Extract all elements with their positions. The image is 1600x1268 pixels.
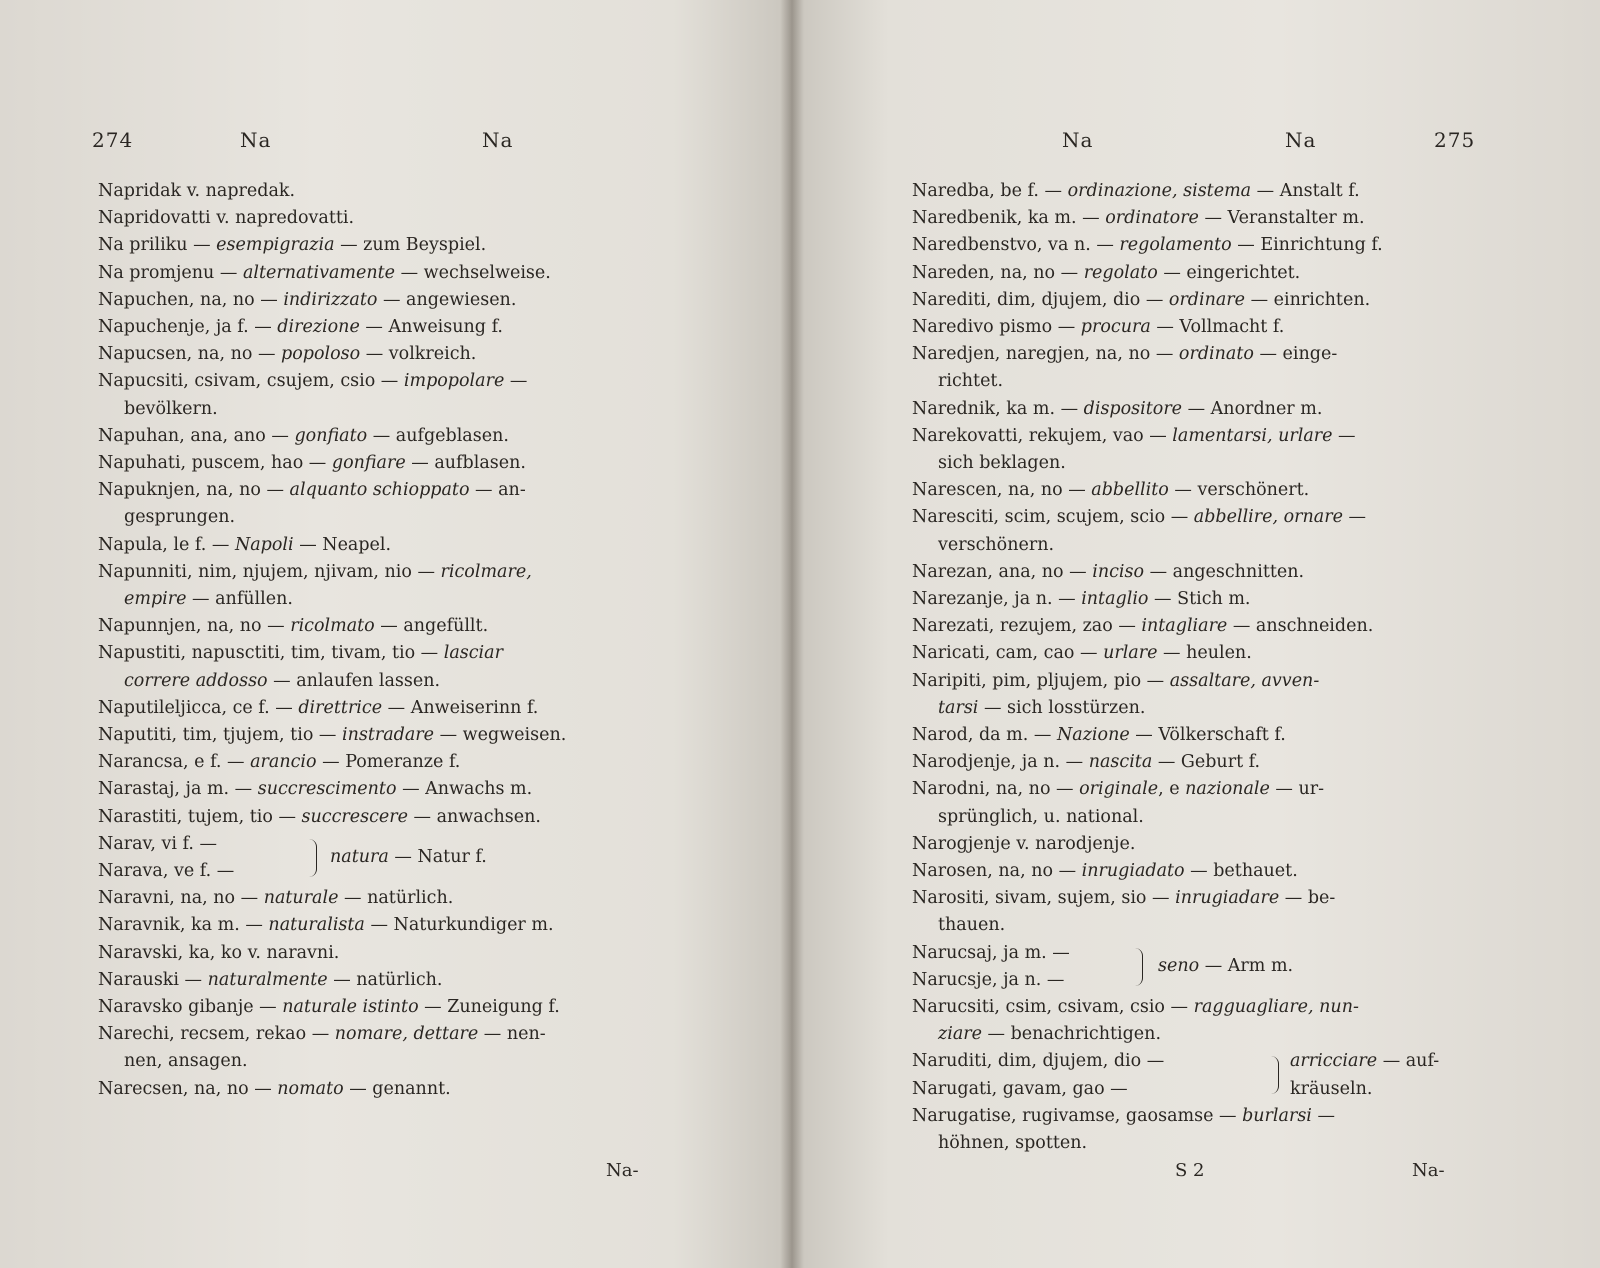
entry-headword: Narodni, na, no —: [912, 779, 1080, 800]
entry-italian: naturale istinto: [282, 997, 419, 1018]
entry-italian: regolato: [1083, 262, 1158, 283]
dictionary-entry: [98, 287, 678, 314]
entry-italian: regolamento: [1119, 235, 1232, 256]
book-gutter: [780, 0, 804, 1268]
entry-italian: gonfiato: [294, 425, 368, 446]
entry-german: — wechselweise.: [395, 262, 551, 283]
entry-italian: naturalista: [268, 915, 365, 936]
dictionary-entry: [912, 477, 1492, 504]
entry-headword: Naravsko gibanje —: [98, 997, 283, 1018]
entry-italian: ordinazione, sistema: [1067, 181, 1252, 201]
entry-headword: Naravni, na, no —: [98, 888, 264, 909]
entry-italian: ragguagliare, nun-: [1193, 997, 1359, 1018]
dictionary-entry: [98, 205, 678, 232]
entry-italian: ordinare: [1168, 289, 1246, 310]
entry-german: — aufgeblasen.: [367, 425, 509, 446]
entry-italian: ricolmato: [290, 616, 375, 637]
dictionary-entry: [98, 260, 678, 287]
dictionary-entry: [98, 559, 678, 613]
entry-headword: Narositi, sivam, sujem, sio —: [912, 888, 1176, 909]
entry-italian: arricciare: [1290, 1051, 1378, 1072]
entry-german: — Geburt f.: [1152, 752, 1261, 773]
entry-italian: ordinato: [1178, 344, 1254, 365]
entry-headword: Narauski —: [98, 969, 208, 990]
catchword: Na-: [1412, 1160, 1445, 1181]
entry-german: — auf-: [1377, 1051, 1440, 1072]
entry-headword: Naricati, cam, cao —: [912, 643, 1104, 664]
entry-headword: Narancsa, e f. —: [98, 752, 251, 773]
entry-continuation: kräuseln.: [1290, 1078, 1373, 1099]
pair-row: Naruditi, dim, djujem, dio —: [912, 1051, 1165, 1072]
entry-headword: Naputileljicca, ce f. —: [98, 697, 299, 718]
dictionary-entry: [912, 722, 1492, 749]
entry-headword: Napuchenje, ja f. —: [98, 317, 278, 338]
entry-german: — Naturkundiger m.: [364, 915, 554, 936]
entry-german: — sich losstürzen.: [978, 697, 1146, 718]
entry-headword: Narod, da m. —: [912, 725, 1057, 746]
dictionary-entry: [98, 477, 678, 531]
head-left: Na: [1062, 128, 1094, 152]
left-entries: [98, 178, 678, 1103]
entry-italian: burlarsi: [1242, 1105, 1312, 1126]
entry-italian: instradare: [341, 725, 435, 746]
dictionary-entry: [912, 586, 1492, 613]
entry-german: , e: [1158, 779, 1186, 800]
entry-headword: Naripiti, pim, pljujem, pio —: [912, 670, 1170, 691]
dictionary-entry: [912, 205, 1492, 232]
dictionary-entry: [98, 1021, 678, 1075]
pair-shared-translation: [330, 844, 487, 871]
pair-row: Narugati, gavam, gao —: [912, 1078, 1128, 1099]
entry-german: — anlaufen lassen.: [267, 670, 441, 691]
entry-german: — Völkerschaft f.: [1129, 725, 1286, 746]
entry-italian: procura: [1080, 317, 1151, 338]
entry-italian: seno: [1158, 956, 1200, 977]
pair-row: Narav, vi f. —: [98, 833, 218, 854]
entry-german: — Anweiserinn f.: [382, 697, 539, 718]
entry-headword: Napucsiti, csivam, csujem, csio —: [98, 371, 404, 392]
head-right: Na: [1285, 128, 1317, 152]
entry-italian: correre addosso: [124, 670, 268, 691]
dictionary-entry: [98, 532, 678, 559]
entry-headword: Naputiti, tim, tjujem, tio —: [98, 725, 342, 746]
entry-headword: Narechi, recsem, rekao —: [98, 1024, 335, 1045]
dictionary-entry: [912, 559, 1492, 586]
entry-german: — nen-: [478, 1024, 546, 1045]
entry-headword: Napuhati, puscem, hao —: [98, 453, 332, 474]
entry-headword: Narednik, ka m. —: [912, 398, 1084, 419]
entry-italian: direzione: [277, 317, 360, 338]
dictionary-entry: [912, 423, 1492, 477]
dictionary-entry: [98, 776, 678, 803]
entry-italian: nomato: [277, 1078, 344, 1099]
entry-headword: Napustiti, napusctiti, tim, tivam, tio —: [98, 643, 444, 664]
entry-headword: Narucsiti, csim, csivam, csio —: [912, 997, 1194, 1018]
pair-shared-translation: [1158, 953, 1293, 980]
entry-german: —: [1332, 425, 1356, 446]
entry-italian: inrugiadato: [1081, 861, 1185, 882]
entry-headword: Naresciti, scim, scujem, scio —: [912, 507, 1194, 528]
entry-headword: Na priliku —: [98, 235, 217, 256]
entry-german: — eingerichtet.: [1157, 262, 1301, 283]
entry-german: — bethauet.: [1184, 861, 1298, 882]
dictionary-entry: [912, 858, 1492, 885]
entry-headword: Narecsen, na, no —: [98, 1078, 278, 1099]
entry-continuation: thauen.: [938, 915, 1006, 936]
dictionary-entry: [912, 613, 1492, 640]
dictionary-entry: [912, 232, 1492, 259]
entry-italian: naturale: [263, 888, 339, 909]
running-head-right: [792, 128, 1600, 158]
entry-german: — einge-: [1253, 344, 1338, 365]
entry-headword: Napuknjen, na, no —: [98, 480, 290, 501]
dictionary-entry: [98, 613, 678, 640]
entry-german: — ur-: [1269, 779, 1325, 800]
entry-italian: gonfiare: [331, 453, 406, 474]
bracketed-entry-pair: [98, 831, 678, 885]
entry-italian: inciso: [1092, 561, 1145, 582]
entry-headword: Napuhan, ana, ano —: [98, 425, 295, 446]
dictionary-entry: [98, 314, 678, 341]
dictionary-entry: [912, 260, 1492, 287]
page-number: 274: [92, 128, 134, 152]
dictionary-entry: [912, 776, 1492, 830]
entry-german: — volkreich.: [360, 344, 477, 365]
pair-row: Narucsaj, ja m. —: [912, 942, 1070, 963]
entry-headword: Napula, le f. —: [98, 534, 235, 555]
entry-german: —: [504, 371, 528, 392]
brace-mark: [306, 839, 317, 877]
entry-headword: Narastiti, tujem, tio —: [98, 806, 302, 827]
dictionary-entry: [912, 396, 1492, 423]
entry-german: — wegweisen.: [434, 725, 567, 746]
entry-german: — Anwachs m.: [396, 779, 533, 800]
entry-italian: succrescimento: [257, 779, 397, 800]
dictionary-entry: [98, 940, 678, 967]
dictionary-entry: [98, 1076, 678, 1103]
bracketed-entry-pair: [912, 1048, 1492, 1102]
entry-continuation: richtet.: [938, 371, 1004, 392]
entry-italian: succrescere: [301, 806, 408, 827]
entry-italian: nascita: [1088, 752, 1153, 773]
entry-german: — Vollmacht f.: [1150, 317, 1285, 338]
entry-italian: ordinatore: [1105, 208, 1199, 229]
entry-text: Naravski, ka, ko v. naravni.: [98, 942, 340, 963]
entry-headword: Narescen, na, no —: [912, 480, 1092, 501]
entry-italian: indirizzato: [283, 289, 378, 310]
entry-headword: Narezati, rezujem, zao —: [912, 616, 1142, 637]
dictionary-entry: [912, 831, 1492, 858]
entry-headword: Narezanje, ja n. —: [912, 589, 1082, 610]
entry-italian: alquanto schioppato: [289, 480, 470, 501]
page-number: 275: [1434, 128, 1476, 152]
entry-german: — aufblasen.: [405, 453, 526, 474]
head-left: Na: [240, 128, 272, 152]
entry-german: — anschneiden.: [1227, 616, 1374, 637]
entry-italian: Nazione: [1056, 725, 1130, 746]
entry-german: — Einrichtung f.: [1231, 235, 1383, 256]
entry-italian: intagliare: [1141, 616, 1228, 637]
bracketed-entry-pair: [912, 940, 1492, 994]
entry-headword: Naredivo pismo —: [912, 317, 1081, 338]
dictionary-entry: [98, 967, 678, 994]
right-page: [792, 0, 1600, 1268]
entry-headword: Naredjen, naregjen, na, no —: [912, 344, 1179, 365]
dictionary-entry: [98, 368, 678, 422]
entry-italian: empire: [124, 589, 187, 610]
entry-german: — Zuneigung f.: [418, 997, 560, 1018]
entry-continuation: sich beklagen.: [938, 453, 1066, 474]
entry-text: Narogjenje v. narodjenje.: [912, 833, 1136, 854]
head-right: Na: [482, 128, 514, 152]
entry-german: — heulen.: [1157, 643, 1252, 664]
entry-continuation: nen, ansagen.: [124, 1051, 248, 1072]
entry-italian: dispositore: [1083, 398, 1183, 419]
entry-german: — angewiesen.: [377, 289, 517, 310]
dictionary-entry: [98, 804, 678, 831]
entry-headword: Napucsen, na, no —: [98, 344, 282, 365]
entry-italian: nazionale: [1185, 779, 1270, 800]
dictionary-entry: [98, 749, 678, 776]
entry-german: — anwachsen.: [407, 806, 541, 827]
entry-german: — anfüllen.: [186, 589, 293, 610]
entry-german: — genannt.: [343, 1078, 451, 1099]
entry-continuation: gesprungen.: [124, 507, 236, 528]
dictionary-entry: [912, 178, 1492, 205]
entry-headword: Narediti, dim, djujem, dio —: [912, 289, 1169, 310]
entry-italian: ziare: [938, 1024, 982, 1045]
entry-headword: Narosen, na, no —: [912, 861, 1082, 882]
entry-german: — Anordner m.: [1182, 398, 1323, 419]
entry-continuation: sprünglich, u. national.: [938, 806, 1144, 827]
entry-german: — verschönert.: [1168, 480, 1310, 501]
entry-headword: Naredba, be f. —: [912, 181, 1068, 201]
entry-italian: natura: [330, 847, 389, 868]
catchword: Na-: [606, 1160, 639, 1181]
dictionary-entry: [98, 885, 678, 912]
entry-italian: alternativamente: [242, 262, 396, 283]
dictionary-entry: [98, 341, 678, 368]
right-entries: [912, 178, 1492, 1157]
entry-german: — benachrichtigen.: [981, 1024, 1162, 1045]
entry-headword: Narekovatti, rekujem, vao —: [912, 425, 1173, 446]
dictionary-entry: [912, 287, 1492, 314]
entry-headword: Narodjenje, ja n. —: [912, 752, 1089, 773]
entry-headword: Naredbenstvo, va n. —: [912, 235, 1120, 256]
dictionary-entry: [98, 994, 678, 1021]
entry-german: — natürlich.: [338, 888, 454, 909]
entry-text: Napridovatti v. napredovatti.: [98, 208, 355, 229]
entry-headword: Narezan, ana, no —: [912, 561, 1093, 582]
entry-italian: originale: [1079, 779, 1159, 800]
entry-italian: ricolmare,: [440, 561, 532, 582]
brace-mark: [1132, 948, 1143, 986]
entry-italian: intaglio: [1081, 589, 1149, 610]
entry-italian: assaltare, avven-: [1169, 670, 1320, 691]
entry-headword: Naredbenik, ka m. —: [912, 208, 1106, 229]
entry-german: — Natur f.: [388, 847, 487, 868]
entry-german: — Veranstalter m.: [1198, 208, 1365, 229]
dictionary-entry: [912, 504, 1492, 558]
entry-german: — angefüllt.: [374, 616, 489, 637]
entry-german: — Neapel.: [293, 534, 392, 555]
dictionary-entry: [912, 341, 1492, 395]
brace-mark: [1268, 1056, 1279, 1094]
entry-italian: tarsi: [938, 697, 979, 718]
entry-continuation: bevölkern.: [124, 398, 218, 419]
dictionary-entry: [98, 450, 678, 477]
entry-german: — Stich m.: [1148, 589, 1251, 610]
entry-italian: Napoli: [234, 534, 294, 555]
entry-headword: Narugatise, rugivamse, gaosamse —: [912, 1105, 1243, 1126]
entry-italian: naturalmente: [207, 969, 328, 990]
entry-headword: Naravnik, ka m. —: [98, 915, 269, 936]
entry-headword: Napunniti, nim, njujem, njivam, nio —: [98, 561, 441, 582]
dictionary-entry: [912, 314, 1492, 341]
dictionary-entry: [912, 994, 1492, 1048]
pair-row: Narucsje, ja n. —: [912, 969, 1065, 990]
entry-italian: lasciar: [443, 643, 503, 664]
entry-italian: urlare: [1103, 643, 1158, 664]
entry-text: Napridak v. napredak.: [98, 181, 296, 201]
entry-german: — zum Beyspiel.: [334, 235, 487, 256]
entry-headword: Napunnjen, na, no —: [98, 616, 291, 637]
entry-continuation: höhnen, spotten.: [938, 1133, 1088, 1154]
dictionary-entry: [912, 749, 1492, 776]
entry-german: —: [1311, 1105, 1335, 1126]
entry-german: — Anweisung f.: [359, 317, 503, 338]
entry-german: — angeschnitten.: [1144, 561, 1305, 582]
dictionary-entry: [98, 232, 678, 259]
entry-headword: Napuchen, na, no —: [98, 289, 284, 310]
entry-headword: Nareden, na, no —: [912, 262, 1084, 283]
running-head-left: [0, 128, 792, 158]
entry-italian: nomare, dettare: [334, 1024, 479, 1045]
dictionary-entry: [912, 668, 1492, 722]
entry-german: — an-: [469, 480, 526, 501]
entry-italian: inrugiadare: [1175, 888, 1280, 909]
entry-italian: direttrice: [298, 697, 383, 718]
entry-italian: arancio: [250, 752, 317, 773]
entry-german: — Arm m.: [1199, 956, 1294, 977]
left-page: [0, 0, 792, 1268]
dictionary-entry: [98, 178, 678, 205]
entry-headword: Na promjenu —: [98, 262, 243, 283]
dictionary-entry: [912, 1103, 1492, 1157]
entry-german: — Pomeranze f.: [316, 752, 461, 773]
signature-mark: S 2: [1175, 1160, 1205, 1181]
dictionary-entry: [98, 722, 678, 749]
entry-italian: lamentarsi, urlare: [1172, 425, 1333, 446]
entry-italian: abbellito: [1091, 480, 1169, 501]
entry-german: — be-: [1279, 888, 1336, 909]
entry-german: — natürlich.: [327, 969, 443, 990]
dictionary-entry: [98, 912, 678, 939]
entry-italian: impopolare: [403, 371, 505, 392]
entry-italian: abbellire, ornare: [1193, 507, 1343, 528]
dictionary-entry: [912, 885, 1492, 939]
entry-german: — einrichten.: [1245, 289, 1371, 310]
entry-continuation: verschönern.: [938, 534, 1055, 555]
entry-german: —: [1342, 507, 1367, 528]
dictionary-entry: [98, 640, 678, 694]
dictionary-entry: [912, 640, 1492, 667]
pair-shared-translation: [1290, 1048, 1439, 1102]
entry-italian: esempigrazia: [216, 235, 335, 256]
entry-italian: popoloso: [281, 344, 361, 365]
pair-row: Narava, ve f. —: [98, 861, 235, 882]
dictionary-entry: [98, 423, 678, 450]
entry-headword: Narastaj, ja m. —: [98, 779, 258, 800]
entry-german: — Anstalt f.: [1251, 181, 1360, 201]
dictionary-entry: [98, 695, 678, 722]
